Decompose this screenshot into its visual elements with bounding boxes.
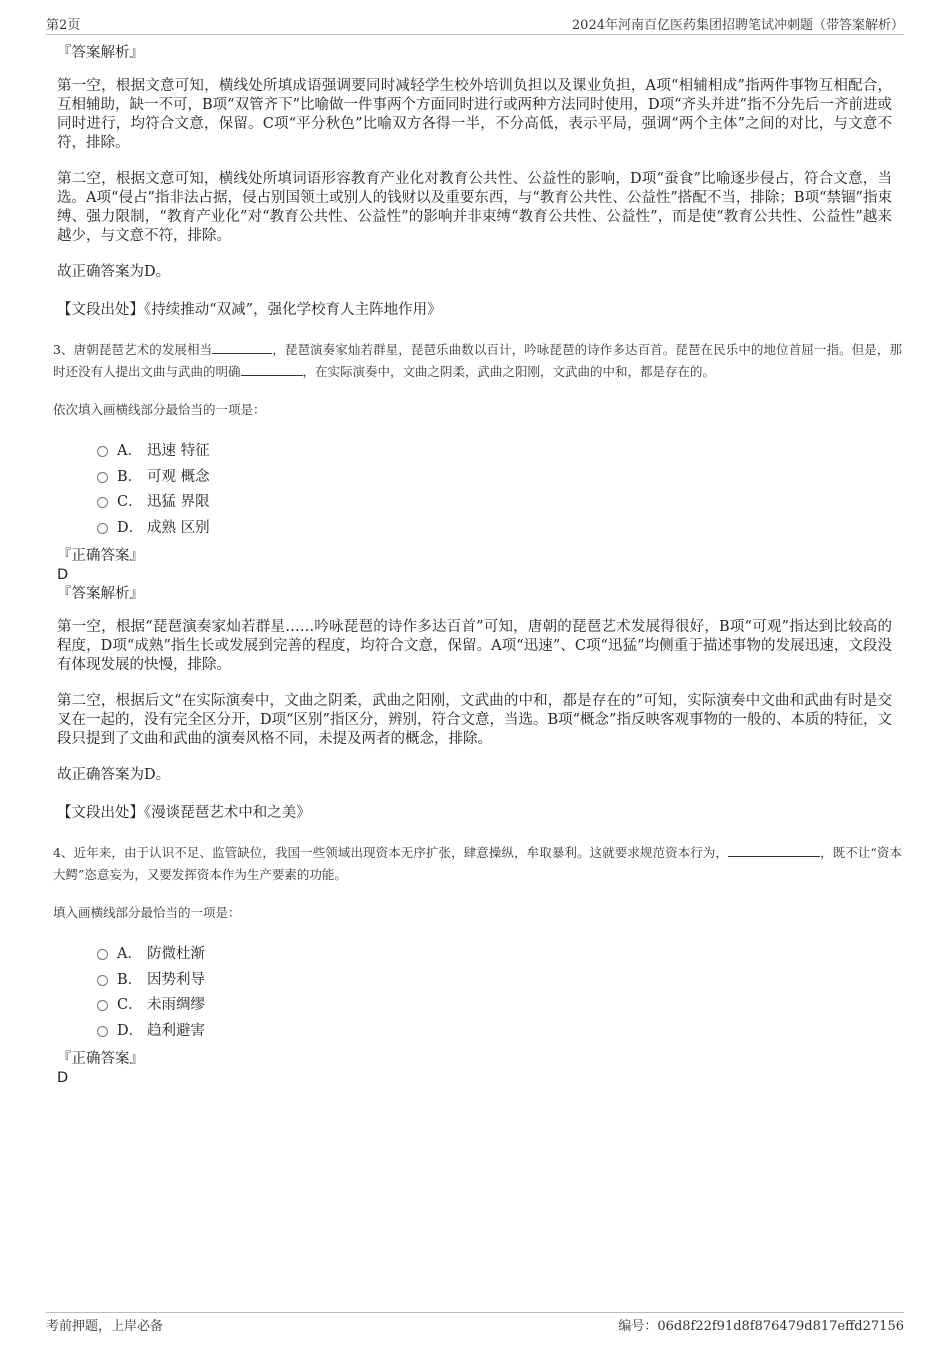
option-key: C． — [117, 997, 143, 1014]
option-key: B． — [117, 971, 143, 988]
option-text: 成熟 区别 — [147, 519, 210, 536]
option-c[interactable] — [97, 991, 892, 1017]
conclusion: 故正确答案为D。 — [57, 264, 171, 280]
page-number: 第2页 — [46, 18, 81, 33]
option-text: 迅速 特征 — [147, 443, 210, 460]
question-3 — [53, 339, 902, 383]
radio-button[interactable] — [97, 1000, 108, 1011]
option-list — [97, 940, 892, 1042]
fill-blank — [212, 341, 272, 354]
option-text: 可观 概念 — [147, 468, 210, 485]
radio-button[interactable] — [97, 523, 108, 534]
document-serial: 编号：06d8f22f91d8f876479d817effd27156 — [618, 1319, 904, 1334]
question-text: ，琵琶演奏家灿若群星，琵琶乐曲数以百计，吟咏琵琶的诗作多达百首。琵琶在民乐中的地位首屈一指。但是，那时还没有人提出文曲与武曲的明确 — [53, 342, 902, 379]
conclusion: 故正确答案为D。 — [57, 767, 171, 783]
question-4 — [53, 842, 902, 886]
analysis-label: 『答案解析』 — [57, 45, 144, 61]
correct-answer-label: 『正确答案』 — [57, 1051, 144, 1067]
option-text: 趋利避害 — [147, 1022, 205, 1039]
option-b[interactable] — [97, 463, 892, 489]
option-b[interactable] — [97, 966, 892, 992]
document-content — [53, 44, 902, 1088]
option-list — [97, 437, 892, 539]
option-key: B． — [117, 468, 143, 485]
radio-button[interactable] — [97, 1026, 108, 1037]
analysis-label: 『答案解析』 — [57, 586, 144, 602]
option-c[interactable] — [97, 488, 892, 514]
analysis-paragraph: 第一空，根据“琵琶演奏家灿若群星……吟咏琵琶的诗作多达百首”可知，唐朝的琵琶艺术发展得很好，B项“可观”指达到比较高的程度，D项“成熟”指生长或发展到完善的程度，均符合文意，保留。A项“迅速”、C项“迅猛”均侧重于描述事物的发展迅速，文段没有体现发展的快慢，排除。 — [57, 619, 892, 673]
correct-answer: D — [57, 567, 69, 583]
option-d[interactable] — [97, 1017, 892, 1043]
option-key: A． — [117, 443, 142, 460]
option-d[interactable] — [97, 514, 892, 540]
option-key: A． — [117, 946, 142, 963]
question-text: 4、近年来，由于认识不足、监管缺位，我国一些领域出现资本无序扩张，肆意操纵，牟取暴利。这就要求规范资本行为， — [53, 845, 728, 860]
document-title: 2024年河南百亿医药集团招聘笔试冲刺题（带答案解析） — [571, 18, 904, 33]
question-text: ，在实际演奏中，文曲之阴柔，武曲之阳刚，文武曲的中和，都是存在的。 — [302, 364, 716, 379]
passage-source: 【文段出处】《持续推动“双减”，强化学校育人主阵地作用》 — [57, 302, 442, 318]
analysis-paragraph: 第二空，根据后文“在实际演奏中，文曲之阴柔，武曲之阳刚，文武曲的中和，都是存在的”可知，实际演奏中文曲和武曲有时是交叉在一起的，没有完全区分开，D项“区别”指区分，辨别，符合文意，当选。B项“概念”指反映客观事物的一般的、本质的特征，文段只提到了文曲和武曲的演奏风格不同，未提及两者的概念，排除。 — [57, 693, 892, 747]
option-key: D． — [117, 1022, 144, 1039]
question-text: 3、唐朝琵琶艺术的发展相当 — [53, 342, 213, 357]
radio-button[interactable] — [97, 497, 108, 508]
option-a[interactable] — [97, 940, 892, 966]
analysis-paragraph: 第一空，根据文意可知，横线处所填成语强调要同时减轻学生校外培训负担以及课业负担，A项“相辅相成”指两件事物互相配合，互相辅助，缺一不可，B项“双管齐下”比喻做一件事两个方面同时进行或两种方法同时使用，D项“齐头并进”指不分先后一齐前进或同时进行，均符合文意，保留。C项“平分秋色”比喻双方各得一半，不分高低，表示平局，强调“两个主体”之间的对比，与文意不符，排除。 — [57, 78, 892, 151]
fill-blank — [241, 363, 303, 376]
radio-button[interactable] — [97, 472, 108, 483]
option-text: 防微杜渐 — [147, 946, 205, 963]
option-key: D． — [117, 519, 144, 536]
correct-answer-label: 『正确答案』 — [57, 548, 144, 564]
option-text: 因势利导 — [147, 971, 205, 988]
question-text: ，既不让“资本大鳄”恣意妄为，又要发挥资本作为生产要素的功能。 — [53, 845, 902, 882]
option-text: 迅猛 界限 — [147, 494, 210, 511]
page-header — [46, 14, 904, 35]
passage-source: 【文段出处】《漫谈琵琶艺术中和之美》 — [57, 805, 311, 821]
fill-blank — [728, 844, 820, 857]
footer-slogan: 考前押题，上岸必备 — [46, 1319, 164, 1334]
option-text: 未雨绸缪 — [147, 997, 205, 1014]
page-footer — [46, 1312, 904, 1335]
question-instruction: 填入画横线部分最恰当的一项是： — [53, 905, 241, 920]
radio-button[interactable] — [97, 949, 108, 960]
option-a[interactable] — [97, 437, 892, 463]
radio-button[interactable] — [97, 446, 108, 457]
option-key: C． — [117, 494, 143, 511]
analysis-paragraph: 第二空，根据文意可知，横线处所填词语形容教育产业化对教育公共性、公益性的影响，D项“蚕食”比喻逐步侵占，符合文意，当选。A项“侵占”指非法占据，侵占别国领土或别人的钱财以及重要东西，与“教育公共性、公益性”搭配不当，排除；B项“禁锢”指束缚、强力限制，“教育产业化”对“教育公共性、公益性”的影响并非束缚“教育公共性、公益性”，而是使“教育公共性、公益性”越来越少，与文意不符，排除。 — [57, 171, 892, 244]
question-instruction: 依次填入画横线部分最恰当的一项是： — [53, 402, 266, 417]
correct-answer: D — [57, 1070, 69, 1086]
radio-button[interactable] — [97, 975, 108, 986]
